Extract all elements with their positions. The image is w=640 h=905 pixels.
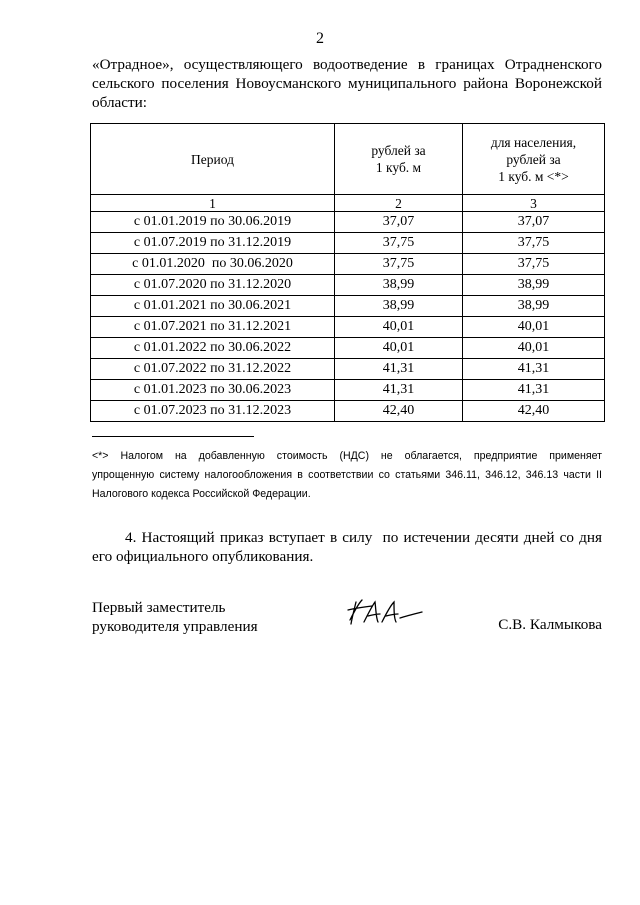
table-row — [91, 338, 605, 359]
rate-cell: 37,75 — [335, 233, 463, 254]
rate-cell: 38,99 — [335, 275, 463, 296]
header-line: 1 куб. м <*> — [498, 168, 569, 184]
population-rate-cell: 41,31 — [463, 380, 605, 401]
table-row — [91, 380, 605, 401]
period-cell: с 01.07.2021 по 31.12.2021 — [91, 317, 335, 338]
header-line: рублей за — [371, 143, 426, 158]
population-rate-cell: 37,75 — [463, 233, 605, 254]
table-row — [91, 212, 605, 233]
table-row — [91, 401, 605, 422]
page-number: 2 — [316, 30, 324, 47]
table-row — [91, 317, 605, 338]
table-row — [91, 233, 605, 254]
header-period — [91, 124, 335, 195]
intro-line: сельского поселения Новоусманского муниципального района Воронежской — [92, 75, 602, 92]
population-rate-cell: 37,07 — [463, 212, 605, 233]
population-rate-cell: 40,01 — [463, 338, 605, 359]
table-row — [91, 359, 605, 380]
rate-cell: 42,40 — [335, 401, 463, 422]
footnote-line: Налогового кодекса Российской Федерации. — [92, 488, 311, 500]
period-cell: с 01.07.2020 по 31.12.2020 — [91, 275, 335, 296]
signer-title — [92, 598, 352, 636]
rate-cell: 38,99 — [335, 296, 463, 317]
population-rate-cell: 37,75 — [463, 254, 605, 275]
table-row — [91, 275, 605, 296]
footnote-line: <*> Налогом на добавленную стоимость (НДС) не облагается, предприятие применяет — [92, 450, 602, 462]
population-rate-cell: 38,99 — [463, 275, 605, 296]
footnote-line: упрощенную систему налогообложения в соответствии со статьями 346.11, 346.12, 346.13 части II — [92, 469, 602, 481]
intro-line: области: — [92, 94, 147, 111]
clause-line: 4. Настоящий приказ вступает в силу по истечении десяти дней со дня — [125, 529, 602, 546]
rate-cell: 40,01 — [335, 338, 463, 359]
footnote — [92, 447, 602, 504]
column-number: 1 — [91, 195, 335, 212]
column-number: 3 — [463, 195, 605, 212]
period-cell: с 01.01.2019 по 30.06.2019 — [91, 212, 335, 233]
clause-paragraph — [92, 528, 602, 566]
rate-cell: 41,31 — [335, 380, 463, 401]
period-cell: с 01.07.2023 по 31.12.2023 — [91, 401, 335, 422]
header-line: для населения, — [490, 134, 577, 150]
population-rate-cell: 42,40 — [463, 401, 605, 422]
table-header-row — [91, 124, 605, 195]
table-row — [91, 254, 605, 275]
column-number-row — [91, 195, 605, 212]
header-line: рублей за — [506, 151, 561, 167]
signer-title-line: Первый заместитель — [92, 599, 226, 616]
clause-line: его официального опубликования. — [92, 548, 314, 565]
period-cell: с 01.07.2019 по 31.12.2019 — [91, 233, 335, 254]
header-line: 1 куб. м — [375, 160, 422, 175]
tariff-table — [90, 123, 605, 422]
header-line: Период — [191, 151, 234, 167]
rate-cell: 41,31 — [335, 359, 463, 380]
rate-cell: 40,01 — [335, 317, 463, 338]
rate-cell: 37,75 — [335, 254, 463, 275]
header-rate — [335, 124, 463, 195]
population-rate-cell: 41,31 — [463, 359, 605, 380]
population-rate-cell: 38,99 — [463, 296, 605, 317]
period-cell: с 01.01.2020 по 30.06.2020 — [91, 254, 335, 275]
population-rate-cell: 40,01 — [463, 317, 605, 338]
period-cell: с 01.01.2023 по 30.06.2023 — [91, 380, 335, 401]
header-population-rate — [463, 124, 605, 195]
intro-line: «Отрадное», осуществляющего водоотведение в границах Отрадненского — [92, 56, 602, 73]
period-cell: с 01.07.2022 по 31.12.2022 — [91, 359, 335, 380]
rate-cell: 37,07 — [335, 212, 463, 233]
footnote-divider — [92, 436, 254, 437]
period-cell: с 01.01.2021 по 30.06.2021 — [91, 296, 335, 317]
table-row — [91, 296, 605, 317]
intro-paragraph — [92, 55, 602, 112]
handwritten-signature — [342, 596, 426, 628]
signer-title-line: руководителя управления — [92, 618, 258, 635]
signer-name: С.В. Калмыкова — [498, 616, 602, 633]
column-number: 2 — [335, 195, 463, 212]
period-cell: с 01.01.2022 по 30.06.2022 — [91, 338, 335, 359]
